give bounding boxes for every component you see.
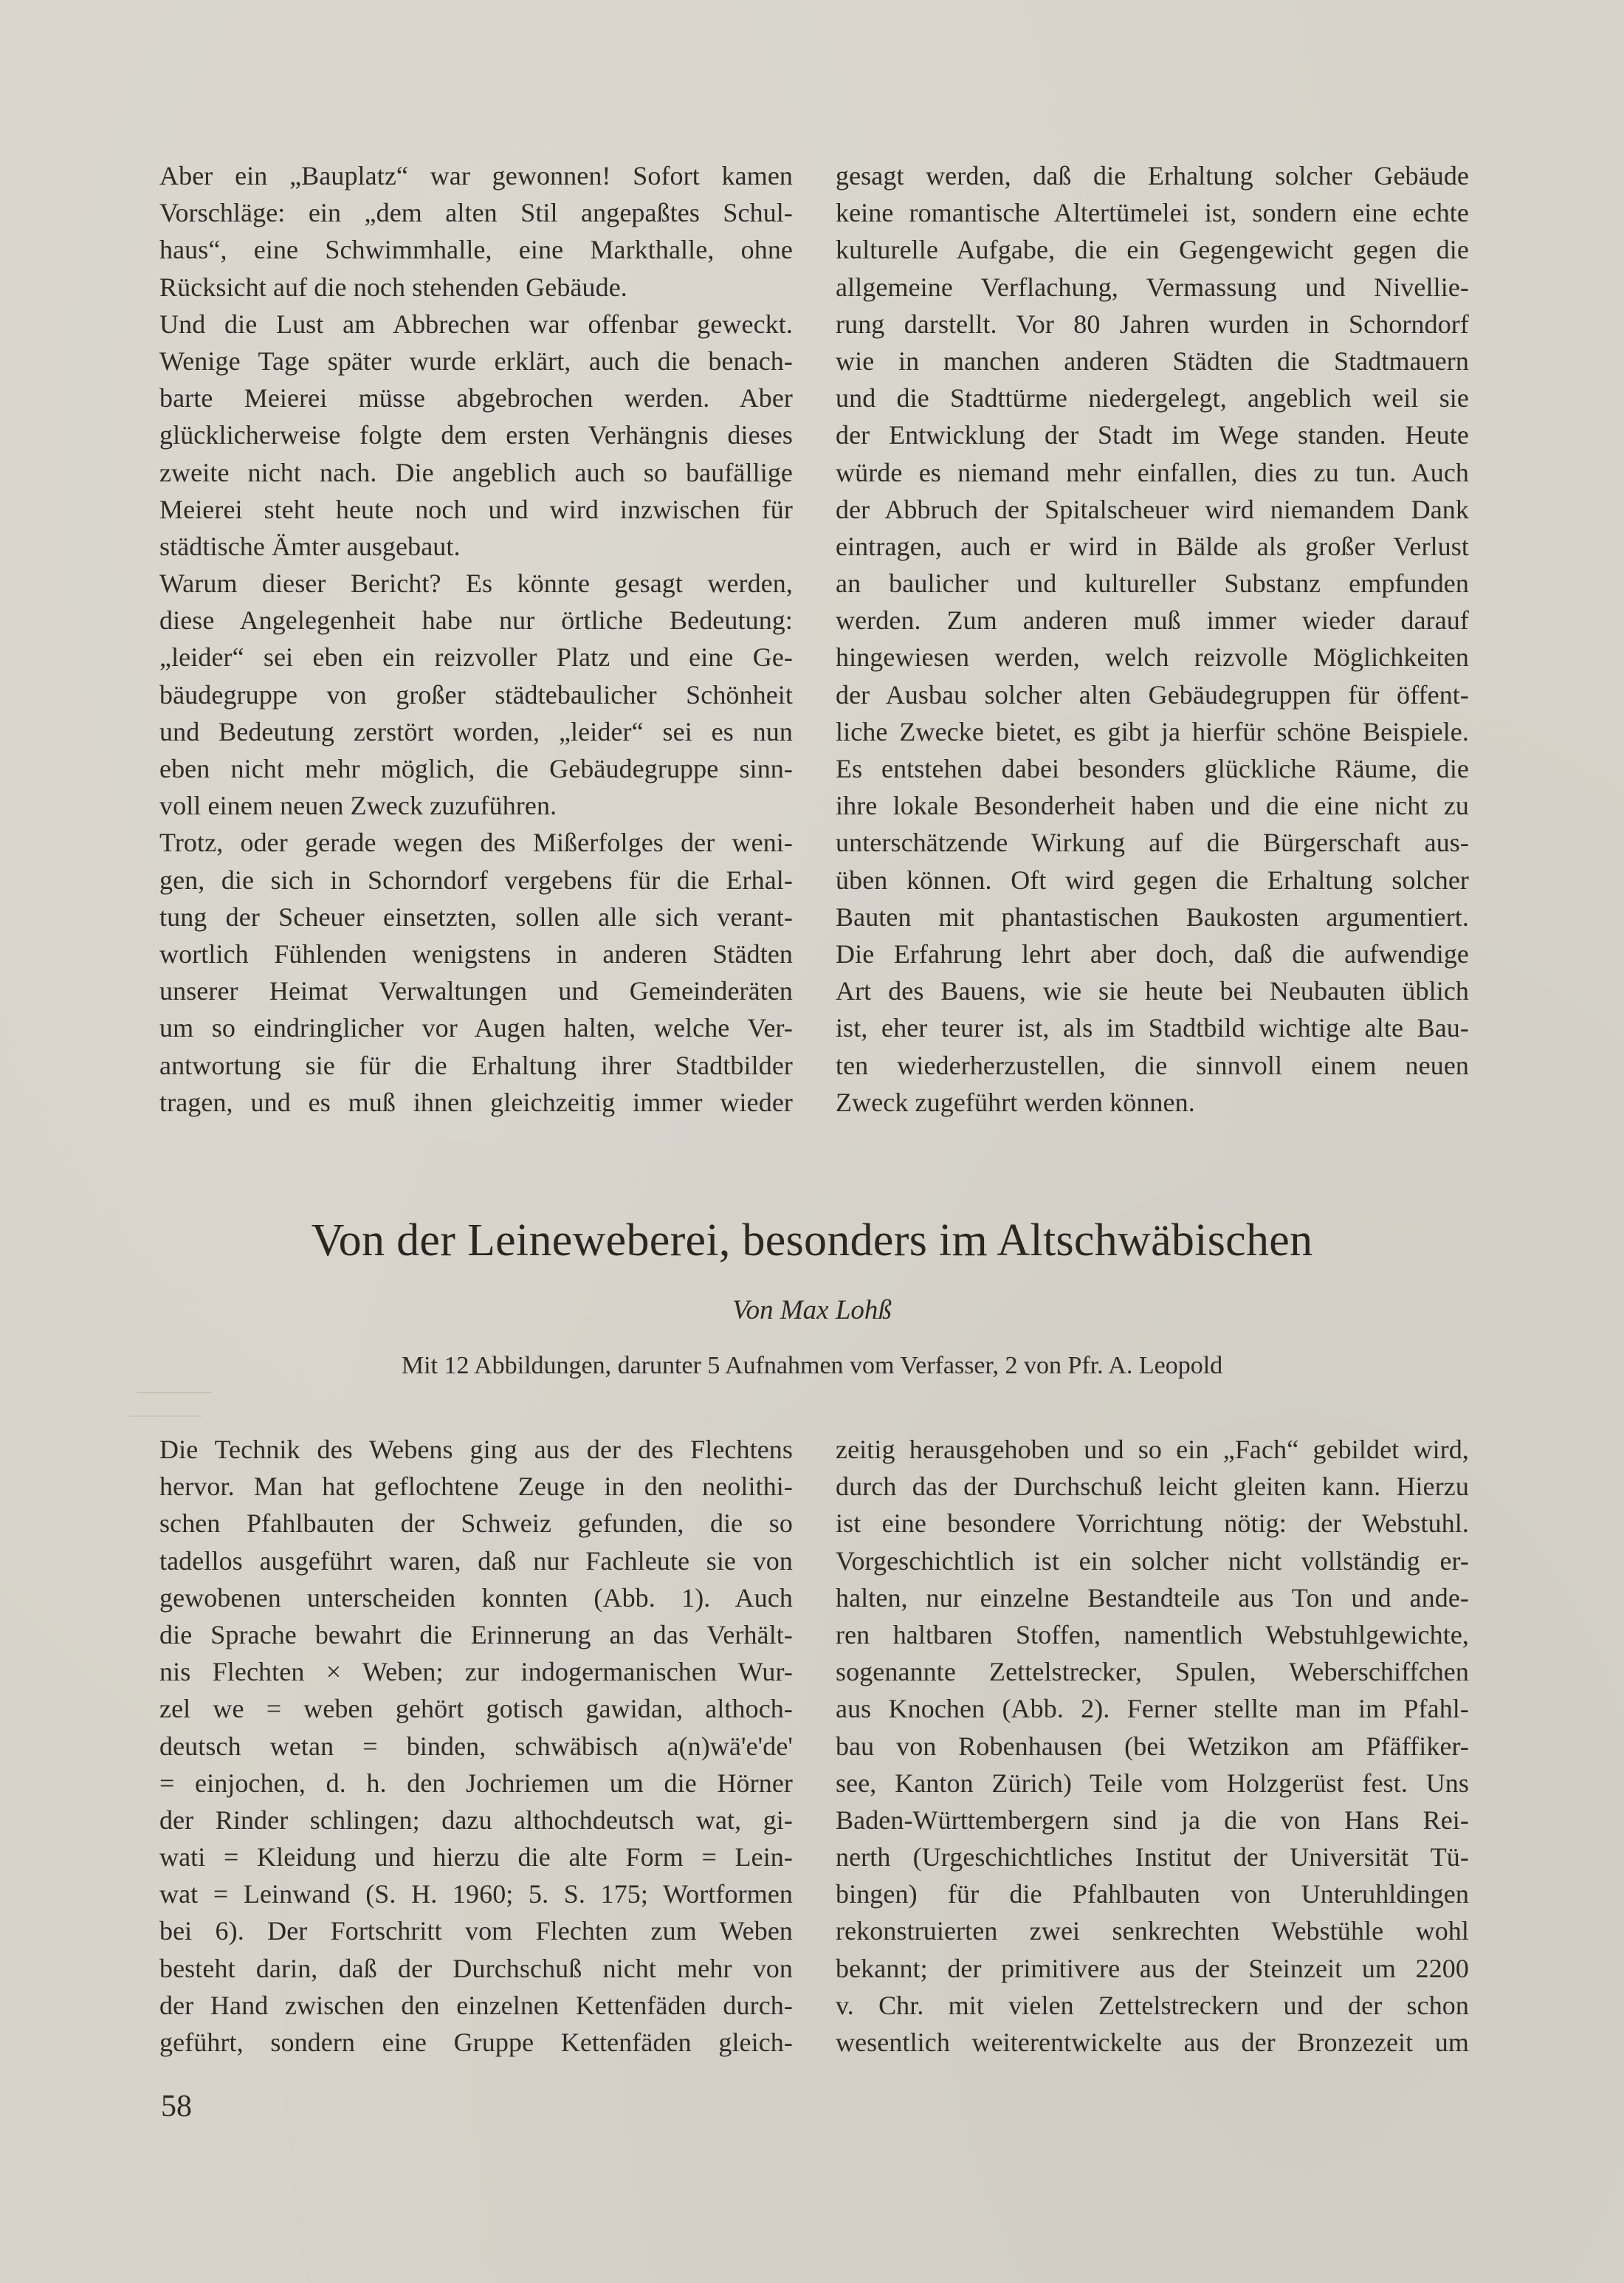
text-line: Art des Bauens, wie sie heute bei Neubauten üblich	[836, 976, 1469, 1006]
text-line: würde es niemand mehr einfallen, dies zu tun. Auch	[836, 457, 1469, 487]
text-line: der Entwicklung der Stadt im Wege standen. Heute	[836, 420, 1469, 450]
text-line: tung der Scheuer einsetzten, sollen alle sich verant-	[159, 902, 793, 932]
text-line: nis Flechten × Weben; zur indogermanischen Wur-	[159, 1657, 793, 1687]
text-line: unserer Heimat Verwaltungen und Gemeinderäten	[159, 976, 793, 1006]
text-line: antwortung sie für die Erhaltung ihrer Stadtbilder	[159, 1050, 793, 1080]
text-line: keine romantische Altertümelei ist, sondern eine echte	[836, 198, 1469, 228]
text-line: zel we = weben gehört gotisch gawidan, althoch-	[159, 1694, 793, 1724]
text-line: aus Knochen (Abb. 2). Ferner stellte man im Pfahl-	[836, 1694, 1469, 1724]
text-line: rung darstellt. Vor 80 Jahren wurden in Schorndorf	[836, 309, 1469, 339]
text-line: Und die Lust am Abbrechen war offenbar geweckt.	[159, 309, 793, 339]
text-line: wati = Kleidung und hierzu die alte Form = Lein-	[159, 1842, 793, 1872]
previous-article-right-column	[836, 157, 1469, 1121]
text-line: Wenige Tage später wurde erklärt, auch die benach-	[159, 346, 793, 376]
text-line: werden. Zum anderen muß immer wieder darauf	[836, 605, 1469, 636]
text-line: haus“, eine Schwimmhalle, eine Markthalle, ohne	[159, 235, 793, 265]
text-line: „leider“ sei eben ein reizvoller Platz und eine Ge-	[159, 642, 793, 673]
text-line: zweite nicht nach. Die angeblich auch so baufällige	[159, 457, 793, 487]
text-line: glücklicherweise folgte dem ersten Verhängnis dieses	[159, 420, 793, 450]
text-line: Die Technik des Webens ging aus der des Flechtens	[159, 1435, 793, 1464]
text-line: Bauten mit phantastischen Baukosten argumentiert.	[836, 902, 1469, 932]
text-line: hervor. Man hat geflochtene Zeuge in den neolithi-	[159, 1472, 793, 1502]
text-line: Trotz, oder gerade wegen des Mißerfolges der weni-	[159, 828, 793, 858]
text-line: ihre lokale Besonderheit haben und die eine nicht zu	[836, 791, 1469, 821]
text-line: ten wiederherzustellen, die sinnvoll einem neuen	[836, 1050, 1469, 1080]
text-line: Meierei steht heute noch und wird inzwischen für	[159, 494, 793, 524]
text-line: der Ausbau solcher alten Gebäudegruppen für öffent-	[836, 679, 1469, 710]
text-line: der Rinder schlingen; dazu althochdeutsch wat, gi-	[159, 1805, 793, 1835]
text-line: deutsch wetan = binden, schwäbisch a(n)wä'e'de'	[159, 1731, 793, 1761]
text-line: an baulicher und kultureller Substanz empfunden	[836, 569, 1469, 599]
text-line: bäudegruppe von großer städtebaulicher Schönheit	[159, 679, 793, 710]
text-line: um so eindringlicher vor Augen halten, welche Ver-	[159, 1013, 793, 1043]
text-line: wat = Leinwand (S. H. 1960; 5. S. 175; Wortformen	[159, 1879, 793, 1909]
text-line: hingewiesen werden, welch reizvolle Möglichkeiten	[836, 642, 1469, 673]
text-line: bei 6). Der Fortschritt vom Flechten zum Weben	[159, 1916, 793, 1946]
page-number: 58	[161, 2090, 192, 2124]
text-line: tadellos ausgeführt waren, daß nur Fachleute sie von	[159, 1545, 793, 1576]
text-line: üben können. Oft wird gegen die Erhaltung solcher	[836, 865, 1469, 895]
text-line: der Abbruch der Spitalscheuer wird niemandem Dank	[836, 494, 1469, 524]
text-line: städtische Ämter ausgebaut.	[159, 531, 461, 561]
text-line: Rücksicht auf die noch stehenden Gebäude.	[159, 272, 627, 302]
text-line: und Bedeutung zerstört worden, „leider“ sei es nun	[159, 716, 793, 746]
text-line: allgemeine Verflachung, Vermassung und Nivellie-	[836, 272, 1469, 302]
text-line: sogenannte Zettelstrecker, Spulen, Weberschiffchen	[836, 1657, 1469, 1687]
text-line: bau von Robenhausen (bei Wetzikon am Pfäffiker-	[836, 1731, 1469, 1761]
text-line: besteht darin, daß der Durchschuß nicht mehr von	[159, 1953, 793, 1983]
text-line: durch das der Durchschuß leicht gleiten kann. Hierzu	[836, 1472, 1469, 1502]
text-line: wie in manchen anderen Städten die Stadtmauern	[836, 346, 1469, 376]
article-byline: Von Max Lohß	[732, 1295, 892, 1325]
text-line: nerth (Urgeschichtliches Institut der Universität Tü-	[836, 1842, 1469, 1872]
text-line: Warum dieser Bericht? Es könnte gesagt werden,	[159, 569, 793, 599]
text-line: geführt, sondern eine Gruppe Kettenfäden gleich-	[159, 2028, 793, 2057]
text-line: Vorgeschichtlich ist ein solcher nicht vollständig er-	[836, 1545, 1469, 1576]
text-line: barte Meierei müsse abgebrochen werden. Aber	[159, 383, 793, 413]
text-line: tragen, und es muß ihnen gleichzeitig immer wieder	[159, 1087, 793, 1117]
text-line: kulturelle Aufgabe, die ein Gegengewicht gegen die	[836, 235, 1469, 265]
text-line: wesentlich weiterentwickelte aus der Bronzezeit um	[836, 2028, 1469, 2057]
text-line: eintragen, auch er wird in Bälde als großer Verlust	[836, 531, 1469, 561]
text-line: Zweck zugeführt werden können.	[836, 1087, 1195, 1117]
text-line: voll einem neuen Zweck zuzuführen.	[159, 791, 557, 821]
article-illustration-credits: Mit 12 Abbildungen, darunter 5 Aufnahmen vom Verfasser, 2 von Pfr. A. Leopold	[401, 1352, 1223, 1379]
text-line: die Sprache bewahrt die Erinnerung an das Verhält-	[159, 1619, 793, 1649]
previous-article-left-column	[159, 157, 793, 1121]
text-line: gen, die sich in Schorndorf vergebens für die Erhal-	[159, 865, 793, 895]
text-line: Die Erfahrung lehrt aber doch, daß die aufwendige	[836, 938, 1469, 969]
text-line: der Hand zwischen den einzelnen Kettenfäden durch-	[159, 1990, 793, 2020]
text-line: bekannt; der primitivere aus der Steinzeit um 2200	[836, 1953, 1469, 1983]
article-title: Von der Leineweberei, besonders im Altschwäbischen	[311, 1215, 1313, 1266]
text-line: gesagt werden, daß die Erhaltung solcher Gebäude	[836, 161, 1469, 190]
text-line: = einjochen, d. h. den Jochriemen um die Hörner	[159, 1768, 793, 1798]
article-left-column	[159, 1431, 793, 2061]
text-line: Baden-Württembergern sind ja die von Hans Rei-	[836, 1805, 1469, 1835]
text-line: diese Angelegenheit habe nur örtliche Bedeutung:	[159, 605, 793, 636]
text-line: v. Chr. mit vielen Zettelstreckern und der schon	[836, 1990, 1469, 2020]
text-line: Es entstehen dabei besonders glückliche Räume, die	[836, 754, 1469, 783]
text-line: bingen) für die Pfahlbauten von Unteruhldingen	[836, 1879, 1469, 1909]
text-line: gewobenen unterscheiden konnten (Abb. 1). Auch	[159, 1582, 793, 1613]
text-line: zeitig herausgehoben und so ein „Fach“ gebildet wird,	[836, 1435, 1469, 1464]
text-line: wortlich Fühlenden wenigstens in anderen Städten	[159, 938, 793, 969]
text-line: ren haltbaren Stoffen, namentlich Webstuhlgewichte,	[836, 1619, 1469, 1649]
text-line: rekonstruierten zwei senkrechten Webstühle wohl	[836, 1916, 1469, 1946]
text-line: unterschätzende Wirkung auf die Bürgerschaft aus-	[836, 828, 1469, 858]
article-right-column	[836, 1431, 1469, 2061]
text-line: Vorschläge: ein „dem alten Stil angepaßtes Schul-	[159, 198, 793, 228]
text-line: eben nicht mehr möglich, die Gebäudegruppe sinn-	[159, 754, 793, 783]
text-line: halten, nur einzelne Bestandteile aus Ton und ande-	[836, 1582, 1469, 1613]
text-line: schen Pfahlbauten der Schweiz gefunden, die so	[159, 1508, 793, 1539]
paper-smudge	[128, 1392, 211, 1417]
text-line: Aber ein „Bauplatz“ war gewonnen! Sofort kamen	[159, 161, 793, 190]
text-line: ist, eher teurer ist, als im Stadtbild wichtige alte Bau-	[836, 1013, 1469, 1043]
text-line: see, Kanton Zürich) Teile vom Holzgerüst fest. Uns	[836, 1768, 1469, 1798]
text-line: und die Stadttürme niedergelegt, angeblich weil sie	[836, 383, 1469, 413]
text-line: liche Zwecke bietet, es gibt ja hierfür schöne Beispiele.	[836, 716, 1469, 746]
text-line: ist eine besondere Vorrichtung nötig: der Webstuhl.	[836, 1508, 1469, 1539]
